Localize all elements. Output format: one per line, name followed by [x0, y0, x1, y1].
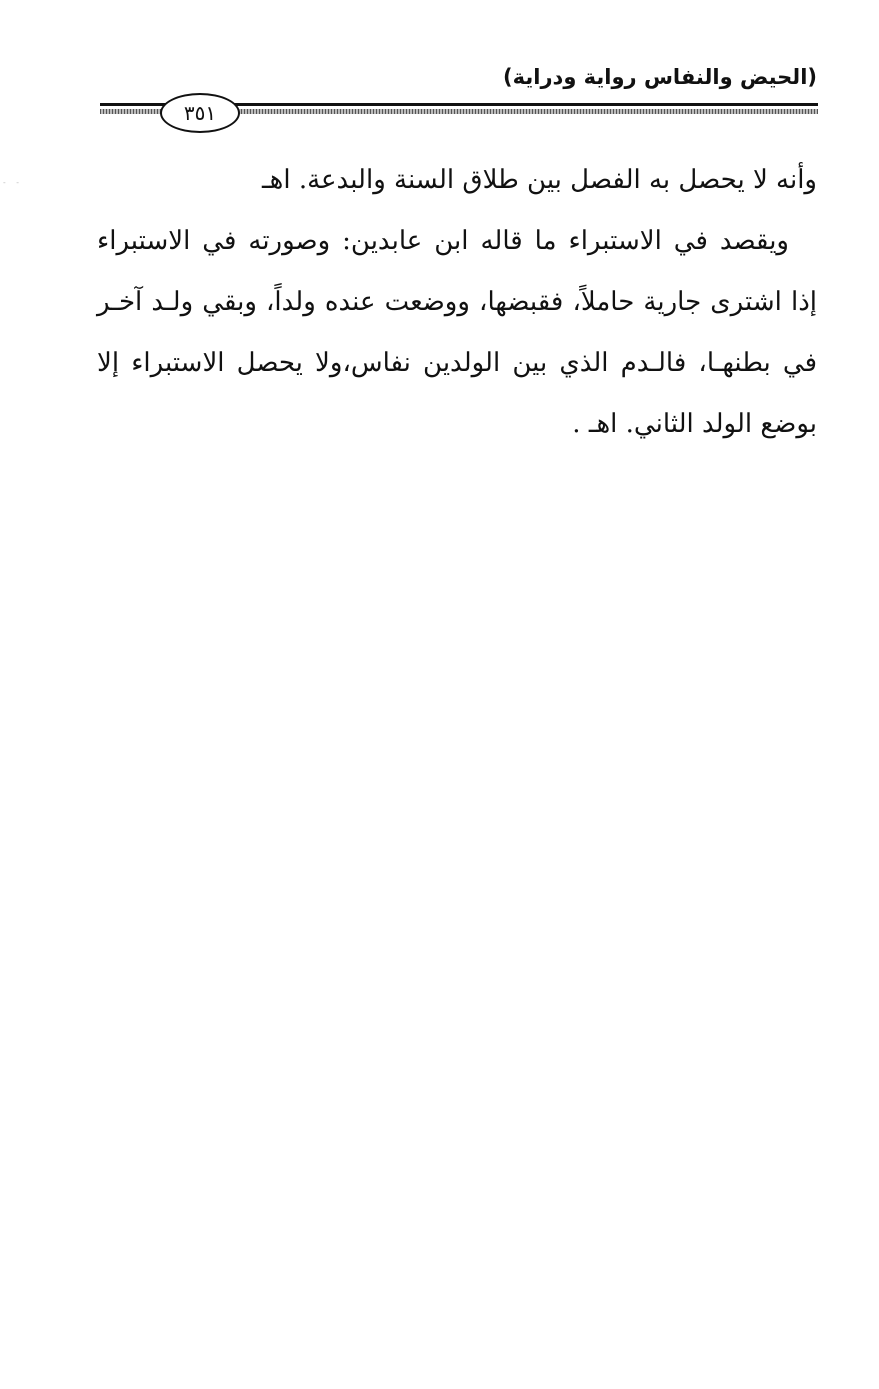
running-header-title: (الحيض والنفاس رواية ودراية) — [503, 65, 817, 89]
page-number: ٣٥١ — [183, 101, 217, 125]
page-number-badge — [160, 93, 240, 133]
paragraph-1: وأنه لا يحصل به الفصل بين طلاق السنة والبدعة. اهـ — [262, 165, 817, 195]
paragraph-2: ويقصد في الاستبراء ما قاله ابن عابدين: وصورته في الاستبراء إذا اشترى جارية حاملاً، فقبضها، ووضعت عنده ولداً، وبقي ولـد آخـر في بطنهـا، فالـدم الذي بين الولدين نفاس،ولا يحصل الاستبراء إلا بوضع الولد الثاني. اهـ . — [97, 226, 817, 439]
body-text — [97, 150, 817, 455]
margin-scan-mark: - - — [3, 178, 23, 187]
